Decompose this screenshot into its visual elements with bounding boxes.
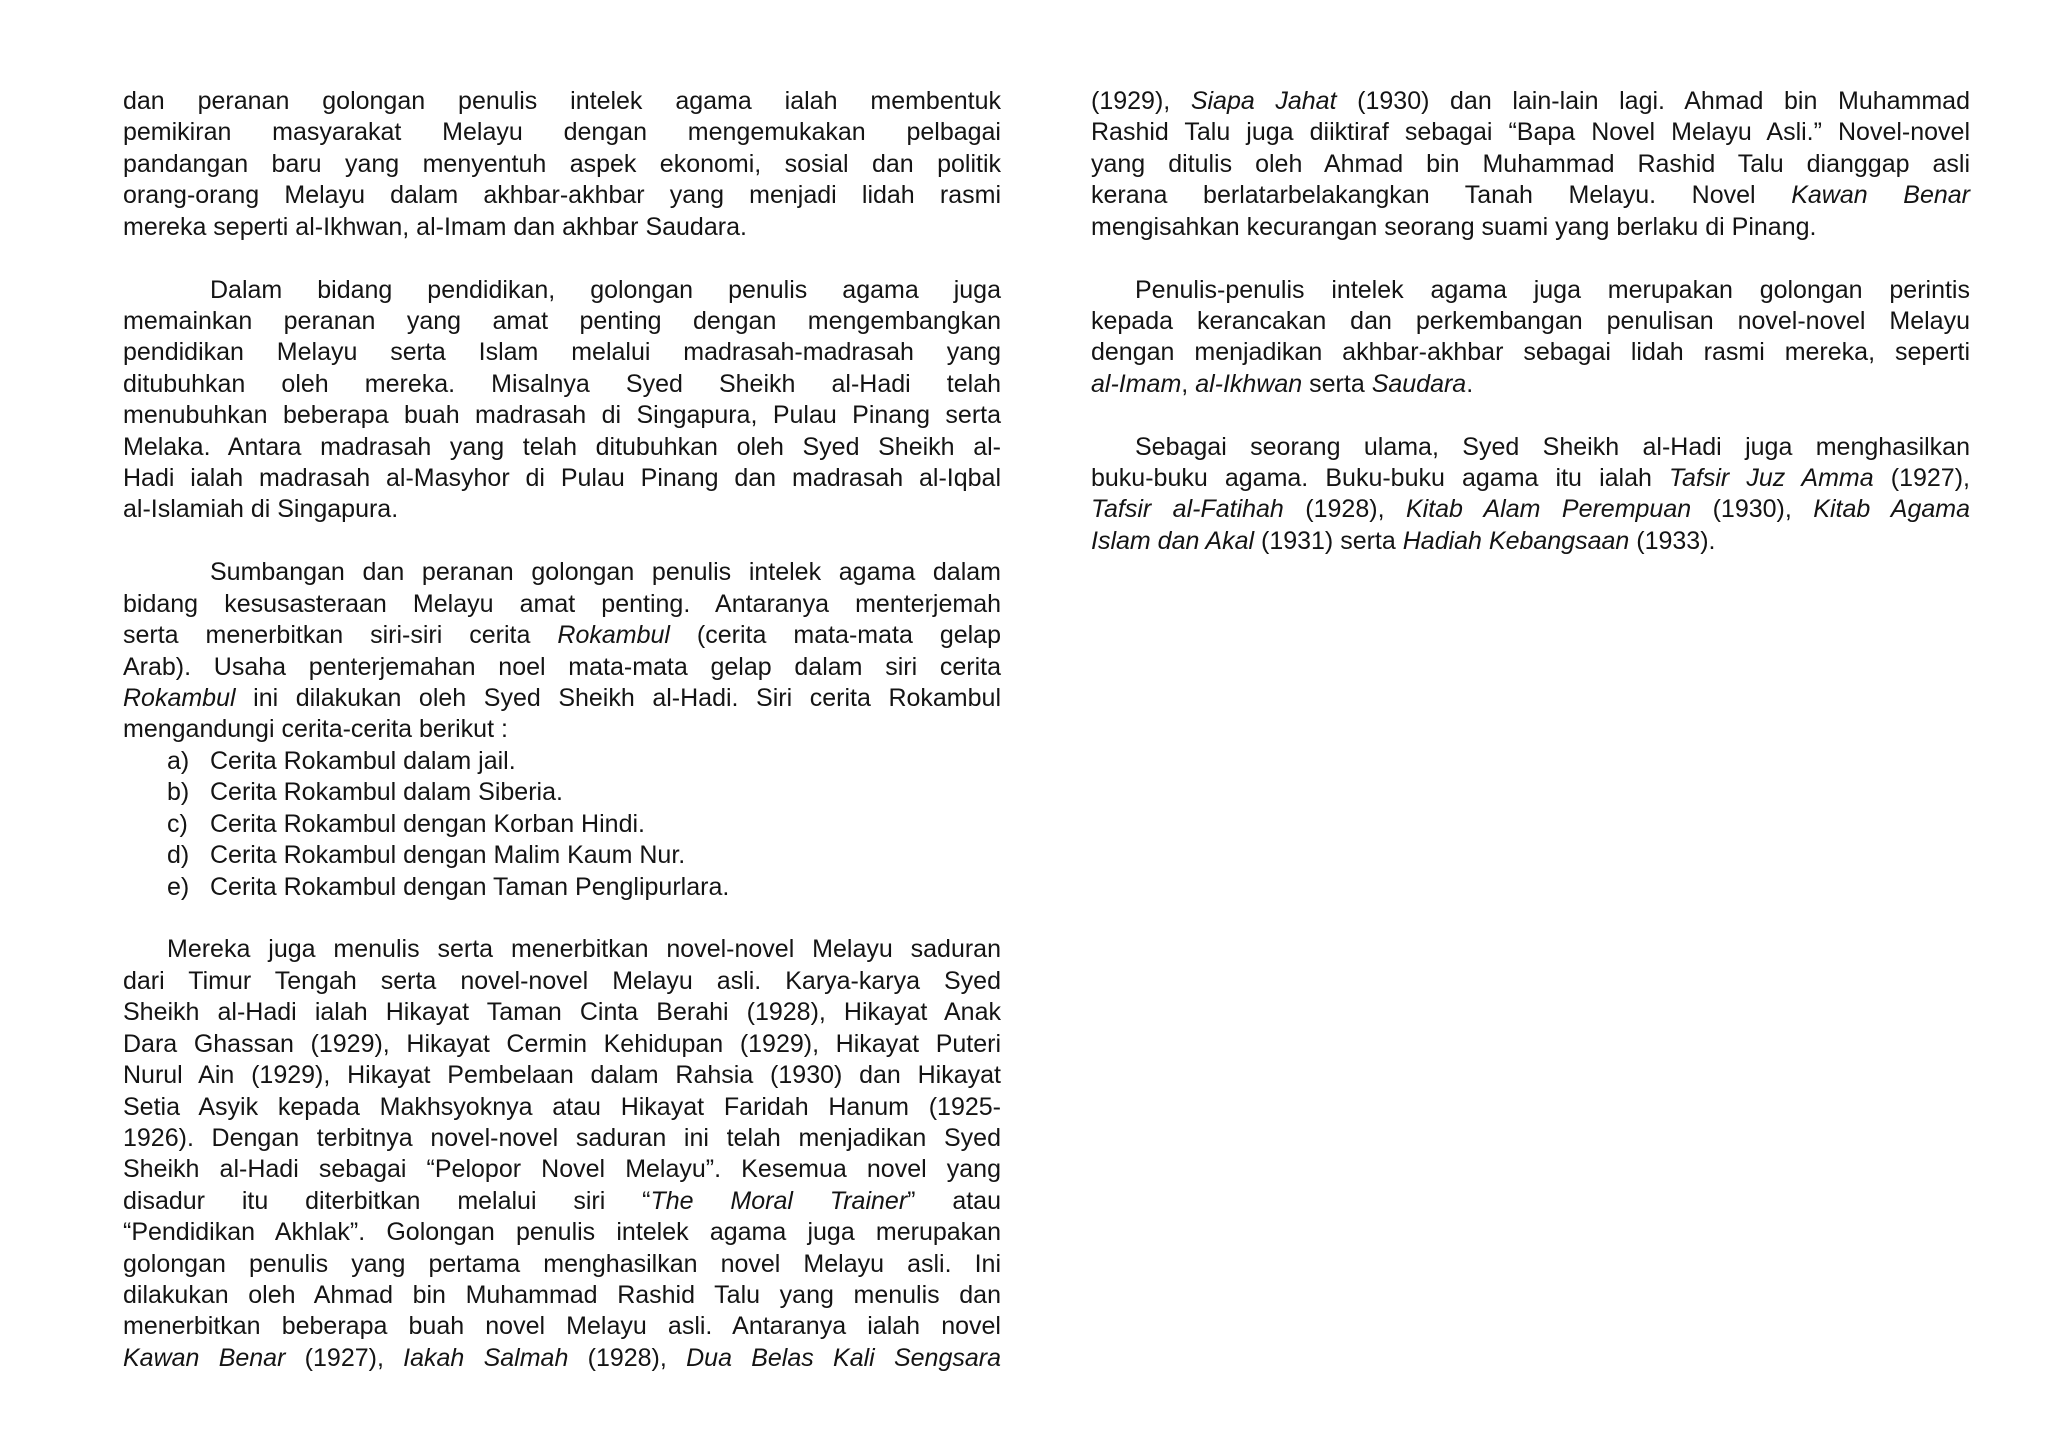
italic-title: Siapa Jahat (1190, 87, 1337, 115)
list-item-text: Cerita Rokambul dalam jail. (210, 746, 516, 775)
italic-title: Rokambul (557, 621, 670, 650)
italic-title: Tafsir al-Fatihah (1091, 495, 1284, 524)
text-segment: (1928), (1283, 495, 1406, 524)
text-line: pemikiran masyarakat Melayu dengan mengemukakan pelbagai (123, 118, 1001, 147)
text-line: memainkan peranan yang amat penting dengan mengembangkan (123, 306, 1001, 335)
italic-title: al-Imam (1091, 369, 1182, 398)
italic-title: Hadiah Kebangsaan (1402, 526, 1630, 555)
text-line: Setia Asyik kepada Makhsyoknya atau Hikayat Faridah Hanum (1925- (123, 1092, 1001, 1121)
text-line: Sumbangan dan peranan golongan penulis intelek agama dalam (210, 558, 1001, 587)
text-line: mengandungi cerita-cerita berikut : (123, 715, 508, 744)
text-line: dilakukan oleh Ahmad bin Muhammad Rashid Talu yang menulis dan (123, 1281, 1001, 1310)
italic-title: Kawan Benar (1791, 181, 1970, 210)
paragraph (1091, 432, 1970, 558)
italic-title: Dua Belas Kali Sengsara (686, 1343, 1001, 1372)
italic-title: Tafsir Juz Amma (1669, 464, 1874, 493)
text-line (123, 620, 1001, 651)
text-segment: (1927), (1873, 464, 1970, 493)
italic-title: Islam dan Akal (1091, 526, 1255, 555)
text-segment: (1930) dan lain-lain lagi. Ahmad bin Muhammad (1336, 87, 1970, 115)
list-marker: a) (167, 746, 190, 775)
text-line (123, 1343, 1001, 1374)
text-line: dengan menjadikan akhbar-akhbar sebagai lidah rasmi mereka, seperti (1091, 338, 1970, 367)
list-marker: b) (167, 778, 190, 807)
text-line: bidang kesusasteraan Melayu amat penting. Antaranya menterjemah (123, 589, 1001, 618)
italic-title: Kawan Benar (123, 1343, 286, 1372)
text-line: kepada kerancakan dan perkembangan penulisan novel-novel Melayu (1091, 306, 1970, 335)
paragraph (123, 275, 1001, 526)
story-list (123, 746, 1001, 903)
paragraph (123, 86, 1001, 243)
list-item-text: Cerita Rokambul dengan Korban Hindi. (210, 809, 645, 838)
italic-title: Iakah Salmah (403, 1343, 569, 1372)
text-line: Mereka juga menulis serta menerbitkan novel-novel Melayu saduran (167, 935, 1001, 964)
text-segment: , (1181, 369, 1196, 398)
italic-title: Saudara (1371, 369, 1467, 398)
text-line: golongan penulis yang pertama menghasilkan novel Melayu asli. Ini (123, 1249, 1001, 1278)
text-line: ditubuhkan oleh mereka. Misalnya Syed Sheikh al-Hadi telah (123, 369, 1001, 398)
text-line (1091, 526, 1970, 557)
text-line: pandangan baru yang menyentuh aspek ekonomi, sosial dan politik (123, 149, 1001, 178)
text-segment: (cerita mata-mata gelap (669, 621, 1001, 650)
text-line: Melaka. Antara madrasah yang telah ditubuhkan oleh Syed Sheikh al- (123, 432, 1001, 461)
text-line: Dara Ghassan (1929), Hikayat Cermin Kehidupan (1929), Hikayat Puteri (123, 1029, 1001, 1058)
list-item (123, 809, 1001, 840)
text-line: Dalam bidang pendidikan, golongan penulis agama juga (210, 275, 1001, 304)
list-item (123, 840, 1001, 871)
text-line (1091, 463, 1970, 494)
text-line: Arab). Usaha penterjemahan noel mata-mata gelap dalam siri cerita (123, 652, 1001, 681)
text-line (1091, 180, 1970, 211)
text-segment: (1931) serta (1254, 526, 1403, 555)
paragraph (1091, 275, 1970, 401)
paragraph (123, 557, 1001, 746)
italic-title: al-Ikhwan (1195, 369, 1303, 398)
text-line (1091, 494, 1970, 525)
text-segment: ” atau (907, 1186, 1001, 1215)
list-marker: d) (167, 841, 190, 870)
list-item (123, 872, 1001, 903)
text-segment: serta menerbitkan siri-siri cerita (123, 621, 558, 650)
text-line: Nurul Ain (1929), Hikayat Pembelaan dalam Rahsia (1930) dan Hikayat (123, 1061, 1001, 1090)
text-line: menubuhkan beberapa buah madrasah di Singapura, Pulau Pinang serta (123, 401, 1001, 430)
text-line (123, 683, 1001, 714)
left-column (123, 86, 1001, 1406)
text-segment: ini dilakukan oleh Syed Sheikh al-Hadi. Siri cerita Rokambul (235, 684, 1001, 713)
text-segment: (1929), (1091, 87, 1191, 115)
text-line (1091, 369, 1970, 400)
text-segment: buku-buku agama. Buku-buku agama itu ialah (1091, 464, 1670, 493)
text-segment: (1928), (568, 1343, 687, 1372)
italic-title: Rokambul (123, 684, 236, 713)
text-segment: kerana berlatarbelakangkan Tanah Melayu. Novel (1091, 181, 1792, 210)
text-segment: (1933). (1629, 526, 1716, 555)
text-line: yang ditulis oleh Ahmad bin Muhammad Rashid Talu dianggap asli (1091, 149, 1970, 178)
text-line: Rashid Talu juga diiktiraf sebagai “Bapa Novel Melayu Asli.” Novel-novel (1091, 118, 1970, 147)
italic-title: Kitab Agama (1813, 495, 1970, 524)
list-marker: c) (167, 809, 188, 838)
text-line: mereka seperti al-Ikhwan, al-Imam dan akhbar Saudara. (123, 212, 747, 241)
list-item-text: Cerita Rokambul dalam Siberia. (210, 778, 563, 807)
text-line: Sheikh al-Hadi sebagai “Pelopor Novel Melayu”. Kesemua novel yang (123, 1155, 1001, 1184)
text-line: “Pendidikan Akhlak”. Golongan penulis intelek agama juga merupakan (123, 1218, 1001, 1247)
italic-title: Kitab Alam Perempuan (1405, 495, 1692, 524)
text-line: al-Islamiah di Singapura. (123, 495, 399, 524)
list-item-text: Cerita Rokambul dengan Malim Kaum Nur. (210, 841, 686, 870)
right-column (1091, 86, 1970, 589)
text-line: 1926). Dengan terbitnya novel-novel saduran ini telah menjadikan Syed (123, 1123, 1001, 1152)
text-segment: (1927), (285, 1343, 404, 1372)
text-segment: . (1466, 369, 1474, 398)
list-item (123, 777, 1001, 808)
text-line: dan peranan golongan penulis intelek agama ialah membentuk (123, 87, 1001, 115)
text-line: Penulis-penulis intelek agama juga merupakan golongan perintis (1135, 275, 1970, 304)
text-line: Sheikh al-Hadi ialah Hikayat Taman Cinta Berahi (1928), Hikayat Anak (123, 998, 1001, 1027)
text-line: menerbitkan beberapa buah novel Melayu asli. Antaranya ialah novel (123, 1312, 1001, 1341)
text-line: orang-orang Melayu dalam akhbar-akhbar yang menjadi lidah rasmi (123, 181, 1001, 210)
text-line (123, 1186, 1001, 1217)
paragraph (123, 934, 1001, 1374)
text-line: dari Timur Tengah serta novel-novel Melayu asli. Karya-karya Syed (123, 966, 1001, 995)
text-line: pendidikan Melayu serta Islam melalui madrasah-madrasah yang (123, 338, 1001, 367)
text-segment: (1930), (1691, 495, 1814, 524)
italic-title: The Moral Trainer (650, 1186, 908, 1215)
text-line: Hadi ialah madrasah al-Masyhor di Pulau Pinang dan madrasah al-Iqbal (123, 464, 1001, 493)
text-line (1091, 86, 1970, 117)
list-marker: e) (167, 872, 190, 901)
text-line: mengisahkan kecurangan seorang suami yang berlaku di Pinang. (1091, 212, 1817, 241)
text-line: Sebagai seorang ulama, Syed Sheikh al-Hadi juga menghasilkan (1135, 432, 1970, 461)
list-item-text: Cerita Rokambul dengan Taman Penglipurlara. (210, 872, 730, 901)
list-item (123, 746, 1001, 777)
paragraph (1091, 86, 1970, 243)
text-segment: disadur itu diterbitkan melalui siri “ (123, 1186, 651, 1215)
text-segment: serta (1302, 369, 1372, 398)
